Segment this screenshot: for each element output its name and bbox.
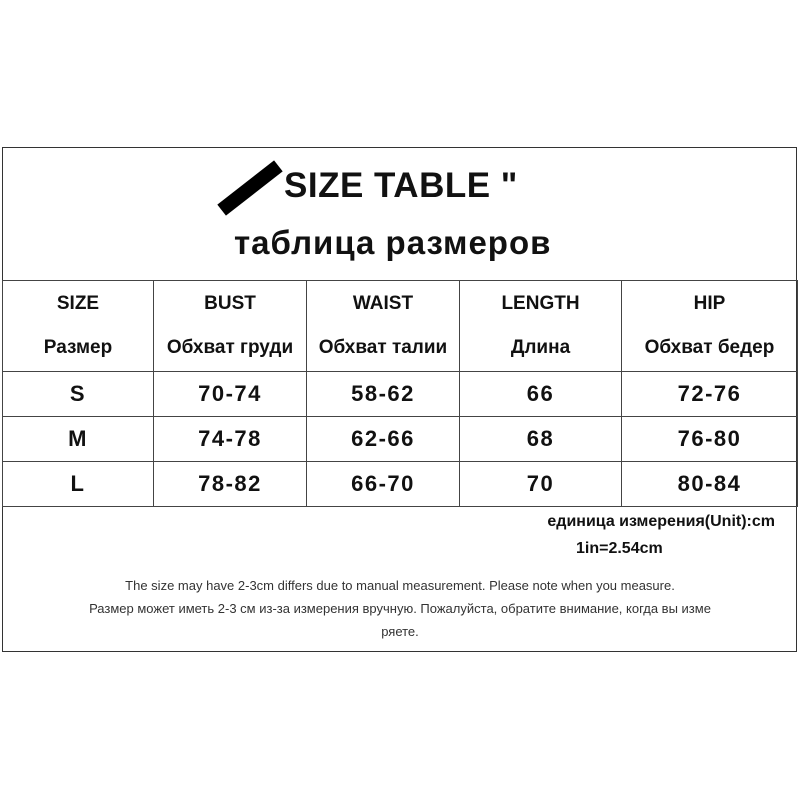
note-russian-line1: Размер может иметь 2-3 см из-за измерения вручную. Пожалуйста, обратите внимание, когда вы изме (89, 601, 711, 616)
bust-cell: 78-82 (154, 462, 307, 507)
waist-cell: 62-66 (307, 417, 460, 462)
hip-cell: 80-84 (622, 462, 798, 507)
table-row-m (3, 417, 798, 462)
title-russian: таблица размеров (234, 224, 552, 261)
length-cell: 68 (460, 417, 622, 462)
hip-cell: 76-80 (622, 417, 798, 462)
waist-cell: 58-62 (307, 372, 460, 417)
header-label-en: BUST (204, 293, 256, 314)
note-russian-line2: ряете. (381, 624, 419, 639)
note-english: The size may have 2-3cm differs due to manual measurement. Please note when you measure. (125, 578, 675, 593)
title-english: SIZE TABLE " (284, 166, 518, 205)
unit-label: единица измерения(Unit):cm (547, 513, 775, 530)
bust-cell: 74-78 (154, 417, 307, 462)
header-label-en: HIP (693, 293, 726, 314)
size-table (2, 280, 798, 507)
header-label-en: WAIST (352, 293, 414, 314)
size-cell: S (3, 372, 154, 417)
unit-conversion: 1in=2.54cm (576, 540, 663, 557)
header-label-ru: Длина (510, 337, 571, 358)
header-label-ru: Размер (43, 337, 113, 358)
length-cell: 66 (460, 372, 622, 417)
length-cell: 70 (460, 462, 622, 507)
header-cell-hip (622, 281, 798, 372)
waist-cell: 66-70 (307, 462, 460, 507)
header-label-en: SIZE (56, 293, 100, 314)
bust-cell: 70-74 (154, 372, 307, 417)
header-cell-length (460, 281, 622, 372)
table-header-row (3, 281, 798, 372)
header-cell-bust (154, 281, 307, 372)
header-label-en: LENGTH (501, 293, 580, 314)
header-cell-size (3, 281, 154, 372)
size-cell: M (3, 417, 154, 462)
table-row-l (3, 462, 798, 507)
header-label-ru: Обхват груди (166, 337, 294, 358)
hip-cell: 72-76 (622, 372, 798, 417)
header-label-ru: Обхват талии (318, 337, 448, 358)
size-cell: L (3, 462, 154, 507)
header-cell-waist (307, 281, 460, 372)
header-label-ru: Обхват бедер (644, 337, 775, 358)
table-row-s (3, 372, 798, 417)
